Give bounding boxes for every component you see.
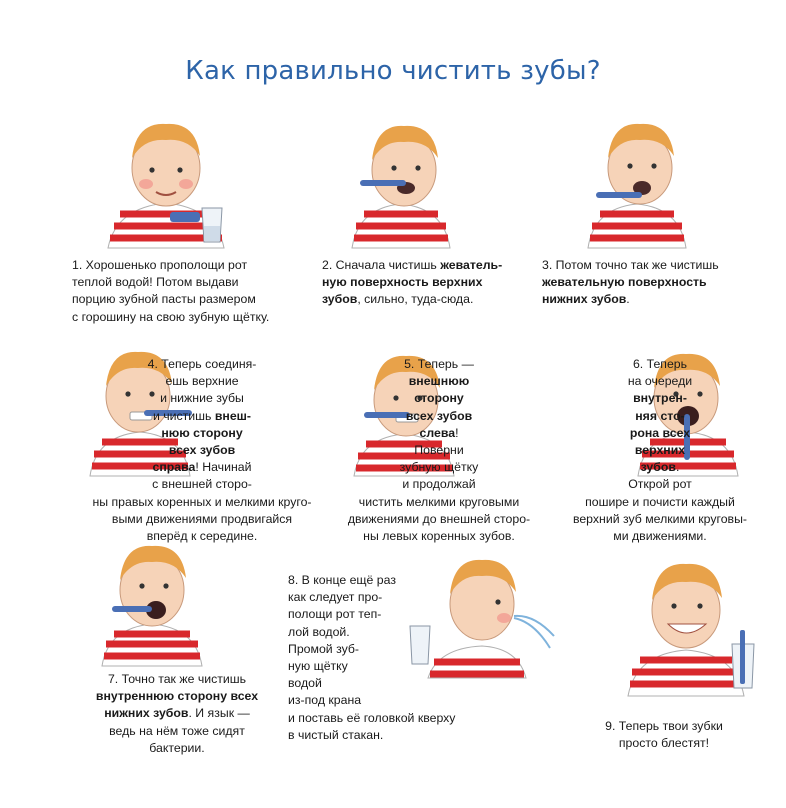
step-5-caption-line — [334, 511, 544, 528]
text: пошире и почисти каждый — [585, 494, 735, 509]
step-8-caption-line — [288, 710, 455, 727]
text: бактерии. — [149, 740, 205, 755]
step-9-caption — [578, 718, 750, 752]
step-5-caption-line — [334, 459, 544, 476]
step-3-caption-line — [542, 257, 719, 274]
text: . — [626, 292, 630, 307]
text: 3. Потом точно так же чистишь — [542, 258, 719, 272]
step-5-caption-line — [334, 390, 544, 407]
step-6-caption-line — [555, 476, 765, 493]
step-4-caption-line — [86, 511, 318, 528]
step-1-caption-line — [72, 291, 269, 308]
text: 8. В конце ещё раз — [288, 573, 396, 587]
bold-text: жеватель- — [440, 258, 503, 272]
text: как следует про- — [288, 590, 383, 605]
step-6-caption-line — [555, 494, 765, 511]
step-7-caption — [66, 671, 288, 757]
step-4-caption-line — [86, 528, 318, 545]
step-9-caption-line — [578, 718, 750, 735]
illustration-step-9 — [624, 558, 774, 696]
step-7-caption-line — [66, 740, 288, 757]
step-8-caption-line — [288, 624, 455, 641]
text: Открой рот — [628, 477, 692, 492]
text: 4. Теперь соединя- — [147, 357, 257, 371]
step-8-caption-line — [288, 658, 455, 675]
step-6-caption-line — [555, 459, 765, 476]
bold-text: внеш- — [214, 408, 252, 423]
text: ны правых коренных и мелкими круго- — [92, 494, 312, 509]
step-7-caption-line — [66, 723, 288, 740]
step-5-caption-line — [334, 373, 544, 390]
text: выми движениями продвигайся — [111, 511, 293, 526]
page-title: Как правильно чистить зубы? — [185, 56, 601, 86]
text: вперёд к середине. — [146, 529, 258, 544]
step-7-caption-line — [66, 688, 288, 705]
step-5-caption-line — [334, 442, 544, 459]
text: полощи рот теп- — [288, 607, 382, 622]
text: , сильно, туда-сюда. — [357, 292, 474, 307]
bold-text: внутрен- — [633, 391, 687, 406]
bold-text: зубов — [322, 292, 358, 307]
text: водой — [288, 676, 322, 691]
step-6-caption-line — [555, 390, 765, 407]
text: и поставь её головкой кверху — [288, 710, 456, 725]
text: 7. Точно так же чистишь — [107, 672, 247, 686]
step-4-caption-line — [86, 373, 318, 390]
step-6-caption-line — [555, 528, 765, 545]
step-4-caption-line — [86, 494, 318, 511]
step-8-caption-line — [288, 675, 455, 692]
bold-text: верхних — [634, 443, 686, 458]
step-4-caption-line — [86, 408, 318, 425]
step-2-caption-line — [322, 257, 502, 274]
step-5-caption-line — [334, 408, 544, 425]
step-3-caption — [542, 257, 719, 309]
text: зубную щётку — [399, 460, 479, 475]
step-6-caption-line — [555, 511, 765, 528]
text: ведь на нём тоже сидят — [109, 723, 245, 738]
step-8-caption — [288, 572, 455, 744]
text: ную щётку — [288, 659, 348, 674]
step-1-caption-line — [72, 309, 269, 326]
step-2-caption — [322, 257, 502, 309]
step-8-caption-line — [288, 692, 455, 709]
bold-text: всех зубов — [168, 443, 236, 458]
text: порцию зубной пасты размером — [72, 292, 256, 307]
step-5-caption-line — [334, 476, 544, 493]
step-4-caption-line — [86, 356, 318, 373]
bold-text: нижних зубов — [104, 706, 189, 721]
step-7-caption-line — [66, 705, 288, 722]
text: просто блестят! — [618, 736, 710, 751]
step-5-caption-line — [334, 356, 544, 373]
step-3-caption-line — [542, 291, 719, 308]
step-8-caption-line — [288, 727, 455, 744]
step-6-caption — [555, 356, 765, 545]
step-8-caption-line — [288, 641, 455, 658]
text: ми движениями. — [613, 529, 707, 544]
step-6-caption-line — [555, 356, 765, 373]
step-8-caption-line — [288, 589, 455, 606]
bold-text: сторону — [414, 391, 464, 406]
step-4-caption — [86, 356, 318, 545]
bold-text: внутреннюю сторону всех — [95, 689, 259, 704]
bold-text: ную поверхность верхних — [322, 275, 483, 290]
step-1-caption-line — [72, 274, 269, 291]
text: в чистый стакан. — [288, 727, 384, 742]
text: Промой зуб- — [288, 641, 360, 656]
illustration-step-2 — [346, 108, 456, 248]
bold-text: зубов — [640, 460, 676, 475]
step-4-caption-line — [86, 459, 318, 476]
step-4-caption-line — [86, 425, 318, 442]
bold-text: внешнюю — [408, 374, 470, 389]
text: с внешней сторо- — [152, 477, 252, 492]
step-6-caption-line — [555, 373, 765, 390]
text: ! — [455, 425, 459, 440]
step-7-caption-line — [66, 671, 288, 688]
text: . И язык — — [188, 706, 250, 721]
water-glass-icon — [200, 206, 224, 244]
step-2-caption-line — [322, 291, 502, 308]
text: на очереди — [627, 374, 693, 389]
text: 2. Сначала чистишь — [322, 258, 441, 272]
text: Поверни — [414, 443, 464, 458]
text: теплой водой! Потом выдави — [72, 275, 239, 290]
text: и чистишь — [152, 408, 215, 423]
bold-text: нюю сторону — [161, 425, 243, 440]
step-5-caption-line — [334, 494, 544, 511]
text: 9. Теперь твои зубки — [605, 719, 723, 733]
step-4-caption-line — [86, 390, 318, 407]
text: 6. Теперь — [632, 357, 688, 371]
bold-text: справа — [152, 460, 196, 475]
text: ны левых коренных зубов. — [363, 529, 515, 544]
step-6-caption-line — [555, 408, 765, 425]
step-5-caption-line — [334, 528, 544, 545]
text: лой водой. — [288, 624, 350, 639]
step-6-caption-line — [555, 425, 765, 442]
step-8-caption-line — [288, 572, 455, 589]
text: верхний зуб мелкими круговы- — [572, 511, 748, 526]
text: с горошину на свою зубную щётку. — [72, 309, 270, 324]
text: движениями до внешней сторо- — [347, 511, 531, 526]
text: ешь верхние — [165, 374, 239, 389]
illustration-step-7 — [96, 538, 208, 666]
step-4-caption-line — [86, 476, 318, 493]
text: 5. Теперь — — [404, 357, 474, 371]
text: и нижние зубы — [160, 391, 244, 406]
step-5-caption — [334, 356, 544, 545]
step-6-caption-line — [555, 442, 765, 459]
step-9-caption-line — [578, 735, 750, 752]
bold-text: нижних зубов — [542, 292, 627, 307]
bold-text: няя сто- — [635, 408, 685, 423]
text: ! Начинай — [195, 460, 252, 475]
illustration-step-3 — [582, 108, 692, 248]
bold-text: рона всех — [629, 425, 691, 440]
step-2-caption-line — [322, 274, 502, 291]
bold-text: слева — [419, 425, 456, 440]
step-5-caption-line — [334, 425, 544, 442]
bold-text: жевательную поверхность — [542, 275, 707, 290]
step-3-caption-line — [542, 274, 719, 291]
text: из-под крана — [288, 693, 362, 708]
text: и продолжай — [402, 477, 476, 492]
step-4-caption-line — [86, 442, 318, 459]
bold-text: всех зубов — [405, 408, 473, 423]
text: чистить мелкими круговыми — [358, 494, 520, 509]
step-8-caption-line — [288, 606, 455, 623]
text: . — [675, 460, 680, 475]
step-1-caption — [72, 257, 269, 326]
step-1-caption-line — [72, 257, 269, 274]
text: 1. Хорошенько прополощи рот — [72, 258, 248, 272]
